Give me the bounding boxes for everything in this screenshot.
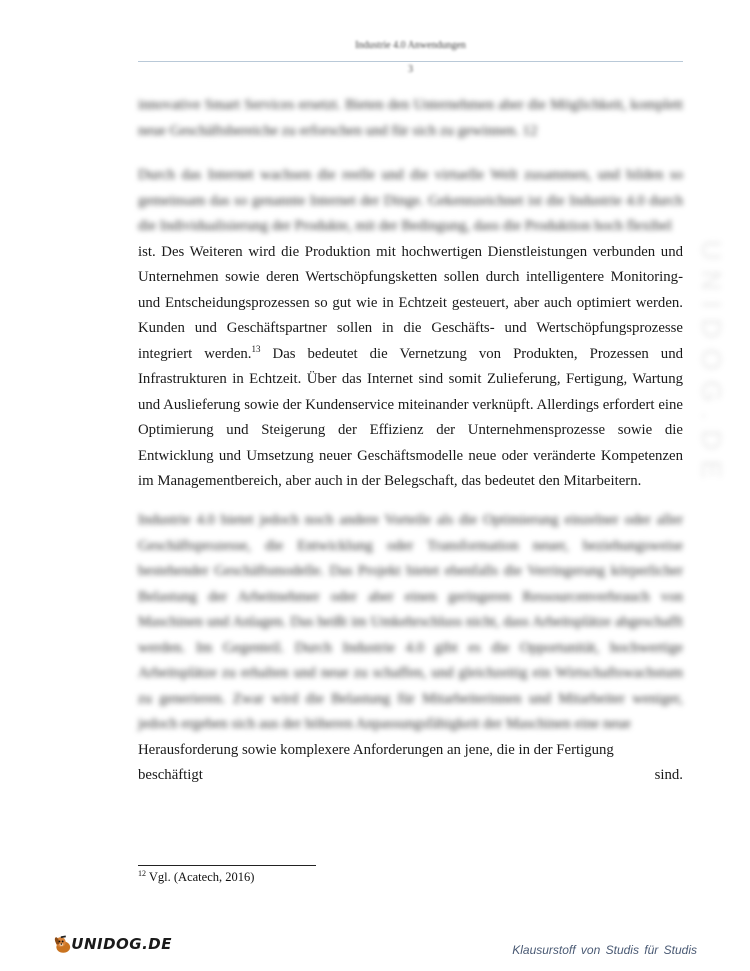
paragraph-3-last-line — [138, 763, 683, 789]
running-header: Industrie 4.0 Anwendungen — [355, 40, 466, 51]
paragraph-1-blurred: innovative Smart Services ersetzt. Bieten den Unternehmen aber die Möglichkeit, komplett neue Geschäftsbereiche zu erforschen und für sich zu gewinnen. 12 — [138, 97, 683, 139]
last-line-left-word: beschäftigt — [138, 767, 203, 783]
watermark-text: UNIDOG.DE — [696, 240, 727, 489]
logo-text: UNIDOG.DE — [71, 935, 172, 953]
unidog-logo[interactable] — [52, 927, 172, 961]
header-divider — [138, 61, 683, 62]
page-number: 3 — [408, 64, 413, 75]
last-line-right-word: sind. — [654, 767, 683, 783]
paragraph-2-text-a: ist. Des Weiteren wird die Produktion mit hochwertigen Dienstleistungen verbunden und Unternehmen sowie deren Wertschöpfungsketten sollen durch intelligentere Monitoring- und Entscheidungsprozessen so gut wie in Echtzeit gesteuert, aber auch optimiert werden. Kunden und Geschäftspartner sollen in die Geschäfts- und Wertschöpfungsprozesse integriert werden. — [138, 243, 683, 362]
paragraph-2-visible — [138, 240, 683, 495]
paragraph-3 — [138, 508, 683, 789]
footnote-divider — [138, 865, 316, 866]
footnote-number: 12 — [138, 868, 146, 878]
paragraph-3-blurred-lead: Industrie 4.0 bietet jedoch noch andere Vorteile als die Optimierung einzelner oder aller Geschäftsprozesse, die Entwicklung oder Transformation neuer, beziehungsweise bestehender Geschäftsmodelle. Das Projekt bietet ebenfalls die Verringerung körperlicher Belastung der Arbeitnehmer oder aber einen geringeren Ressourcenverbrauch von Maschinen und Anlagen. Das heißt im Umkehrschluss nicht, dass Arbeitsplätze abgeschafft werden. Im Gegenteil. Durch Industrie 4.0 gibt es die Opportunität, hochwertige Arbeitsplätze zu erhalten und neue zu schaffen, und gleichzeitig ein Wirtschaftswachstum zu generieren. Zwar wird die Belastung für Mitarbeiterinnen und Mitarbeiter weniger, jedoch ergeben sich aus der höheren Anpassungsfähigkeit der Maschinen eine neue — [138, 512, 683, 732]
paragraph-3-visible-line: Herausforderung sowie komplexere Anforderungen an jene, die in der Fertigung — [138, 741, 614, 758]
footnote-ref-13: 13 — [251, 343, 261, 354]
vertical-watermark — [693, 240, 733, 760]
paragraph-2 — [138, 163, 683, 495]
footnote-text: Vgl. (Acatech, 2016) — [146, 870, 255, 884]
paragraph-2-blurred-lead: Durch das Internet wachsen die reelle und die virtuelle Welt zusammen, und bilden so gemeinsam das so genannte Internet der Dinge. Gekennzeichnet ist die Industrie 4.0 durch die Individualisierung der Produkte, mit der Bedingung, dass die Produktion hoch flexibel — [138, 167, 683, 234]
footnote-12 — [138, 870, 254, 885]
footer-tagline: Klausurstoff von Studis für Studis — [512, 943, 697, 957]
dog-mascot-icon — [52, 927, 73, 961]
paragraph-2-text-b: Das bedeutet die Vernetzung von Produkten, Prozessen und Infrastrukturen in Echtzeit. Über das Internet sind somit Zulieferung, Fertigung, Wartung und Auslieferung sowie der Kundenservice miteinander verknüpft. Allerdings erfordert eine Optimierung und Steigerung der Effizienz der Unternehmensprozesse sowie die Entwicklung und Umsetzung neuer Geschäftsmodelle neue oder veränderte Kompetenzen im Managementbereich, aber auch in der Belegschaft, das bedeutet den Mitarbeitern. — [138, 345, 683, 489]
